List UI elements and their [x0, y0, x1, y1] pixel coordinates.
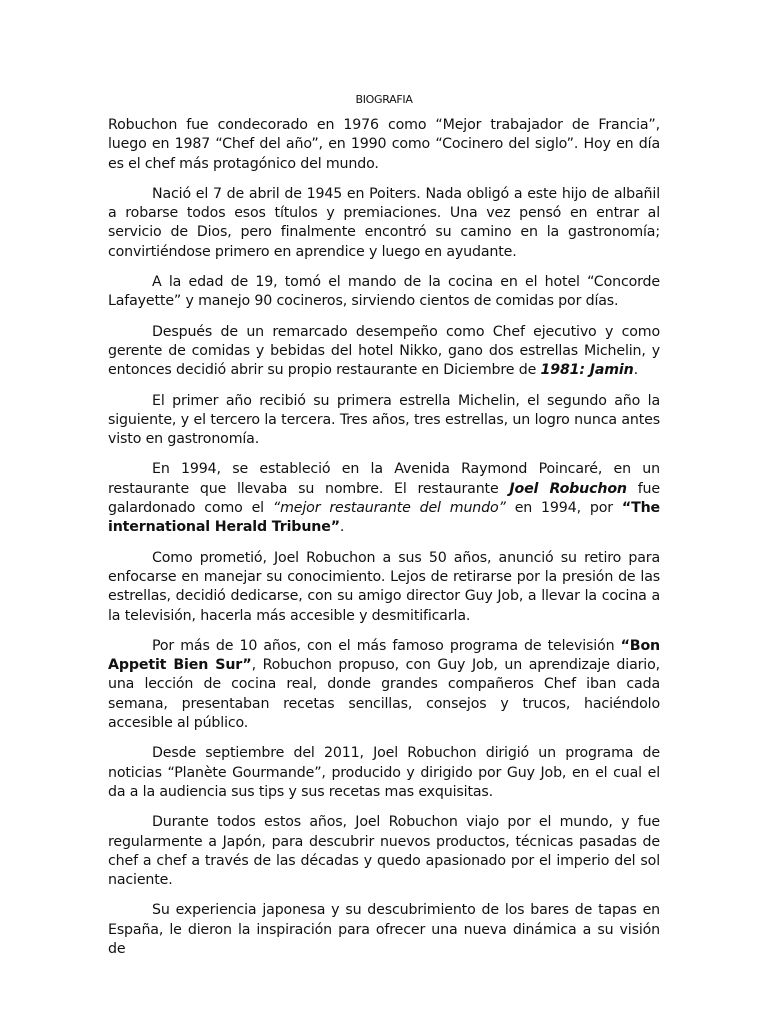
paragraph-11: Su experiencia japonesa y su descubrimiento de los bares de tapas en España, le dieron la inspiración para ofrecer una nueva dinámica a su visión de	[108, 902, 660, 957]
paragraph-5: El primer año recibió su primera estrella Michelin, el segundo año la siguiente, y el tercero la tercera. Tres años, tres estrellas, un logro nunca antes visto en gastronomía.	[108, 392, 660, 448]
paragraph-9: Desde septiembre del 2011, Joel Robuchon dirigió un programa de noticias “Planète Gourmande”, producido y dirigido por Guy Job, en el cual el da a la audiencia sus tips y sus recetas mas exquisitas.	[108, 745, 660, 800]
document-title: BIOGRAFIA	[355, 93, 413, 106]
herald-tribune-emphasis: “The international Herald Tribune”	[108, 500, 661, 536]
best-restaurant-quote: “mejor restaurante del mundo”	[272, 500, 506, 517]
paragraph-2: Nació el 7 de abril de 1945 en Poiters. Nada obligó a este hijo de albañil a robarse todos esos títulos y premiaciones. Una vez pensó en entrar al servicio de Dios, pero finalmente encontró su camino en la gastronomía; convirtiéndose primero en aprendice y luego en ayudante.	[108, 185, 660, 260]
paragraph-7: Como prometió, Joel Robuchon a sus 50 años, anunció su retiro para enfocarse en manejar su conocimiento. Lejos de retirarse por la presión de las estrellas, decidió dedicarse, con su amigo director Guy Job, a llevar la cocina a la televisión, hacerla más accesible y desmitificarla.	[108, 549, 660, 624]
joel-robuchon-emphasis: Joel Robuchon	[509, 480, 627, 497]
paragraph-6	[108, 460, 660, 537]
tv-show-emphasis: “Bon Appetit Bien Sur”	[108, 637, 660, 674]
paragraph-3: A la edad de 19, tomó el mando de la cocina en el hotel “Concorde Lafayette” y manejo 90 cocineros, sirviendo cientos de comidas por días.	[108, 274, 660, 310]
paragraph-6-text-2: fue galardonado como el	[108, 480, 660, 517]
paragraph-8-text: Por más de 10 años, con el más famoso programa de televisión	[152, 637, 621, 654]
paragraph-1: Robuchon fue condecorado en 1976 como “Mejor trabajador de Francia”, luego en 1987 “Chef del año”, en 1990 como “Cocinero del siglo”. Hoy en día es el chef más protagónico del mundo.	[108, 117, 660, 172]
paragraph-4-text: Después de un remarcado desempeño como Chef ejecutivo y como gerente de comidas y bebidas del hotel Nikko, gano dos estrellas Michelin, y entonces decidió abrir su propio restaurante en Diciembre de	[108, 323, 660, 379]
paragraph-8	[108, 637, 660, 733]
paragraph-6-end: .	[339, 519, 345, 536]
paragraph-4	[108, 323, 660, 381]
restaurant-jamin-emphasis: 1981: Jamin	[540, 362, 634, 379]
paragraph-6-text-3: en 1994, por	[505, 500, 622, 517]
paragraph-8-text-2: , Robuchon propuso, con Guy Job, un aprendizaje diario, una lección de cocina real, donde grandes compañeros Chef iban cada semana, presentaban recetas sencillas, consejos y trucos, haciéndolo accesible al público.	[108, 657, 660, 732]
document-page	[108, 92, 661, 957]
paragraph-10: Durante todos estos años, Joel Robuchon viajo por el mundo, y fue regularmente a Japón, para descubrir nuevos productos, técnicas pasadas de chef a chef a través de las décadas y quedo apasionado por el imperio del sol naciente.	[108, 814, 660, 889]
paragraph-4-end: .	[633, 362, 638, 379]
paragraph-6-text: En 1994, se estableció en la Avenida Raymond Poincaré, en un restaurante que llevaba su nombre. El restaurante	[108, 461, 660, 497]
